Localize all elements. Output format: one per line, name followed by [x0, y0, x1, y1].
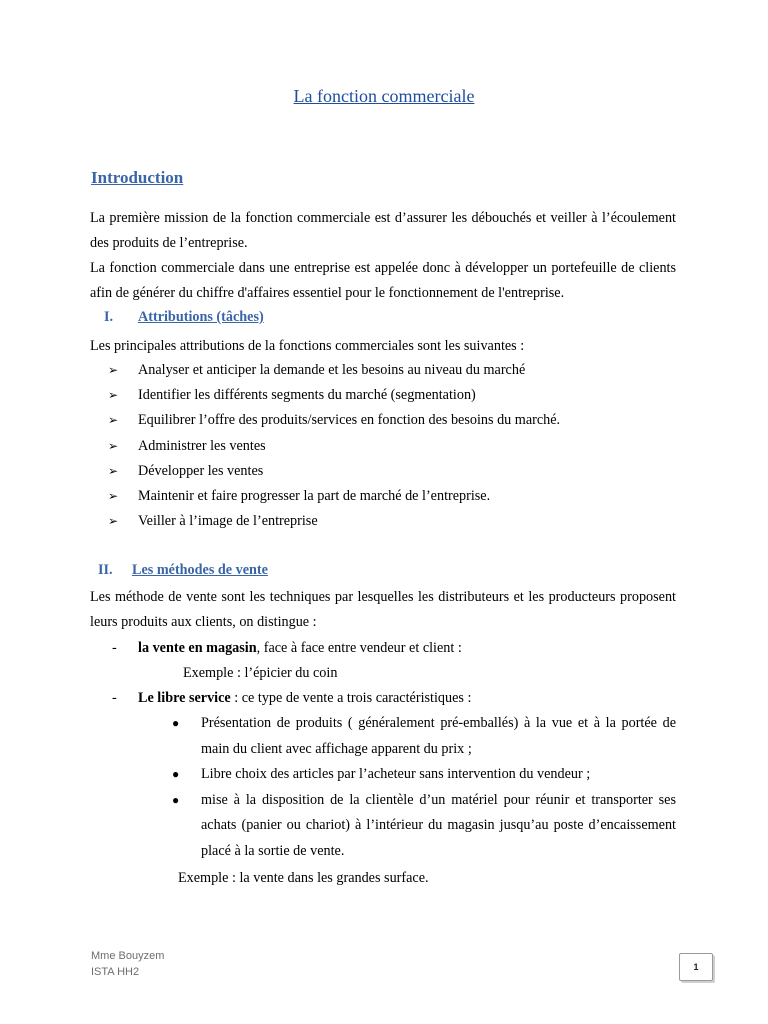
- section-2-number: II.: [98, 562, 113, 578]
- arrow-bullet-icon: ➢: [108, 438, 119, 453]
- list-item: ➢ Veiller à l’image de l’entreprise: [108, 509, 560, 534]
- section-1-title: Attributions (tâches): [138, 309, 264, 325]
- section-2-heading: [98, 562, 268, 579]
- section-1-lead: Les principales attributions de la fonctions commerciales sont les suivantes :: [90, 338, 525, 354]
- arrow-bullet-icon: ➢: [108, 388, 119, 403]
- list-item: ➢ Equilibrer l’offre des produits/services en fonction des besoins du marché.: [108, 408, 560, 433]
- list-item: ➢ Administrer les ventes: [108, 434, 560, 459]
- arrow-bullet-icon: ➢: [108, 463, 119, 478]
- dash-bullet: -: [112, 640, 117, 656]
- list-item: ➢ Identifier les différents segments du marché (segmentation): [108, 383, 560, 408]
- self-service-characteristics-list: [170, 711, 676, 864]
- footer-author: Mme Bouyzem: [91, 950, 165, 962]
- list-item: ● mise à la disposition de la clientèle d’un matériel pour réunir et transporter ses achats (panier ou chariot) à l’intérieur du magasin jusqu’au poste d’encaissement placé à la sortie de vente.: [170, 788, 676, 865]
- sale-method-description: , face à face entre vendeur et client :: [256, 640, 462, 656]
- introduction-paragraph-1: La première mission de la fonction commerciale est d’assurer les débouchés et veiller à l’écoulement des produits de l’entreprise.: [90, 210, 676, 251]
- section-2-title: Les méthodes de vente: [132, 562, 268, 578]
- page-number-badge: 1: [679, 953, 713, 981]
- sale-method-description: : ce type de vente a trois caractéristiques :: [230, 690, 472, 706]
- dot-bullet-icon: ●: [172, 792, 180, 807]
- sale-method-item: [112, 636, 462, 661]
- sale-method-name: la vente en magasin: [138, 640, 257, 656]
- page-footer: [91, 948, 164, 980]
- list-item: ➢ Développer les ventes: [108, 459, 560, 484]
- section-1-heading: [104, 309, 264, 326]
- list-item: ➢ Maintenir et faire progresser la part de marché de l’entreprise.: [108, 484, 560, 509]
- introduction-heading: Introduction: [91, 168, 184, 187]
- list-item: ● Présentation de produits ( généralement pré-emballés) à la vue et à la portée de main du client avec affichage apparent du prix ;: [170, 711, 676, 762]
- dash-bullet: -: [112, 690, 117, 706]
- example-text: Exemple : l’épicier du coin: [183, 665, 338, 681]
- list-item: ➢ Analyser et anticiper la demande et les besoins au niveau du marché: [108, 358, 560, 383]
- footer-school: ISTA HH2: [91, 966, 140, 978]
- arrow-bullet-icon: ➢: [108, 488, 119, 503]
- arrow-bullet-icon: ➢: [108, 363, 119, 377]
- dot-bullet-icon: ●: [172, 716, 180, 730]
- example-text: Exemple : la vente dans les grandes surface.: [178, 870, 429, 886]
- sale-method-item: [112, 686, 471, 711]
- page-title: La fonction commerciale: [293, 86, 475, 106]
- list-item: ● Libre choix des articles par l’acheteur sans intervention du vendeur ;: [170, 762, 676, 788]
- sale-method-name: Le libre service: [138, 690, 231, 706]
- section-2-paragraph: Les méthode de vente sont les techniques par lesquelles les distributeurs et les producteurs proposent leurs produits aux clients, on distingue :: [90, 589, 676, 630]
- section-1-number: I.: [104, 309, 114, 325]
- dot-bullet-icon: ●: [172, 767, 180, 781]
- attributions-list: [108, 358, 560, 534]
- introduction-paragraph-2: La fonction commerciale dans une entreprise est appelée donc à développer un portefeuille de clients afin de générer du chiffre d'affaires essentiel pour le fonctionnement de l'entreprise.: [90, 260, 676, 301]
- arrow-bullet-icon: ➢: [108, 413, 119, 428]
- arrow-bullet-icon: ➢: [108, 514, 119, 529]
